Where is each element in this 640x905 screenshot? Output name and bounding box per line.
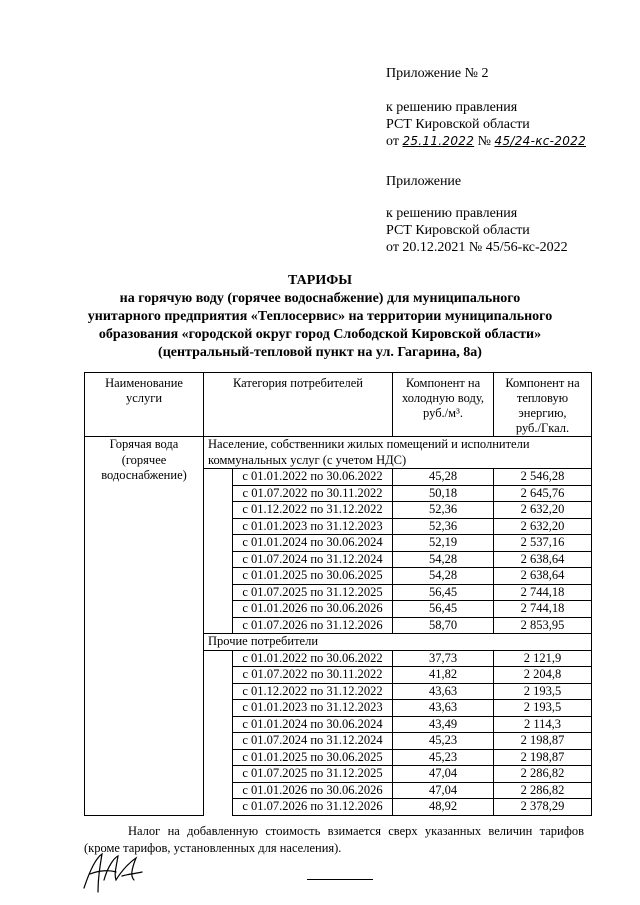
decision-line-2: РСТ Кировской области [386,117,530,132]
heat-energy-value: 2 286,82 [494,782,592,799]
cold-water-value: 52,36 [393,518,494,535]
period-cell: с 01.01.2024 по 30.06.2024 [233,535,393,552]
heat-energy-value: 2 546,28 [494,469,592,486]
prior-decision-line-2: РСТ Кировской области [386,223,530,238]
cold-water-value: 56,45 [393,584,494,601]
period-cell: с 01.07.2026 по 31.12.2026 [233,799,393,816]
period-cell: с 01.01.2026 по 30.06.2026 [233,601,393,618]
period-cell: с 01.01.2023 по 31.12.2023 [233,518,393,535]
cold-water-value: 50,18 [393,485,494,502]
cold-water-value: 37,73 [393,650,494,667]
document-title: ТАРИФЫ [288,273,352,288]
header-cold-water: Компонент на холодную воду, руб./м³. [393,373,494,437]
heat-energy-value: 2 378,29 [494,799,592,816]
heat-energy-value: 2 198,87 [494,749,592,766]
heat-energy-value: 2 638,64 [494,551,592,568]
indent-cell [204,584,233,601]
decision-date-line [386,133,586,150]
appendix-number: Приложение № 2 [386,66,489,81]
period-cell: с 01.01.2023 по 31.12.2023 [233,700,393,717]
heat-energy-value: 2 744,18 [494,584,592,601]
vat-note [84,823,584,857]
category-row [85,437,592,469]
decision-date-handwritten: 25.11.2022 [402,134,475,148]
vat-note-line-2: (кроме тарифов, установленных для населения). [84,841,342,855]
heat-energy-value: 2 193,5 [494,683,592,700]
cold-water-value: 47,04 [393,782,494,799]
cold-water-value: 47,04 [393,766,494,783]
cold-water-value: 48,92 [393,799,494,816]
indent-cell [204,700,233,717]
heat-energy-value: 2 121,9 [494,650,592,667]
period-cell: с 01.07.2022 по 30.11.2022 [233,485,393,502]
indent-cell [204,766,233,783]
cold-water-value: 43,63 [393,700,494,717]
indent-cell [204,749,233,766]
prior-decision-line-1: к решению правления [386,206,518,221]
cold-water-value: 52,36 [393,502,494,519]
title-line-3: образования «городской округ город Слободской Кировской области» [98,327,542,342]
heat-energy-value: 2 286,82 [494,766,592,783]
period-cell: с 01.01.2022 по 30.06.2022 [233,469,393,486]
title-line-2: унитарного предприятия «Теплосервис» на территории муниципального [87,309,553,324]
header-heat-energy: Компонент на тепловую энергию, руб./Гкал. [494,373,592,437]
title-line-4: (центральный-тепловой пункт на ул. Гагарина, 8а) [158,345,482,360]
category-label: Прочие потребители [204,634,592,651]
heat-energy-value: 2 645,76 [494,485,592,502]
heat-energy-value: 2 853,95 [494,617,592,634]
cold-water-value: 41,82 [393,667,494,684]
cold-water-value: 43,63 [393,683,494,700]
period-cell: с 01.07.2026 по 31.12.2026 [233,617,393,634]
decision-line-1: к решению правления [386,100,518,115]
indent-cell [204,650,233,667]
heat-energy-value: 2 537,16 [494,535,592,552]
period-cell: с 01.01.2025 по 30.06.2025 [233,568,393,585]
prior-decision-line-3: от 20.12.2021 № 45/56-кс-2022 [386,240,568,255]
heat-energy-value: 2 638,64 [494,568,592,585]
cold-water-value: 52,19 [393,535,494,552]
indent-cell [204,518,233,535]
tariff-table [84,372,592,816]
period-cell: с 01.01.2025 по 30.06.2025 [233,749,393,766]
header-category: Категория потребителей [204,373,393,437]
signature-divider [307,879,373,880]
indent-cell [204,469,233,486]
cold-water-value: 54,28 [393,568,494,585]
period-cell: с 01.07.2025 по 31.12.2025 [233,766,393,783]
period-cell: с 01.07.2024 по 31.12.2024 [233,551,393,568]
cold-water-value: 58,70 [393,617,494,634]
indent-cell [204,799,233,816]
cold-water-value: 56,45 [393,601,494,618]
indent-cell [204,601,233,618]
signature-icon [76,840,156,900]
indent-cell [204,733,233,750]
period-cell: с 01.07.2025 по 31.12.2025 [233,584,393,601]
period-cell: с 01.12.2022 по 31.12.2022 [233,683,393,700]
indent-cell [204,535,233,552]
heat-energy-value: 2 114,3 [494,716,592,733]
vat-note-line-1: Налог на добавленную стоимость взимается сверх указанных величин тарифов [128,824,584,838]
category-label: Население, собственники жилых помещений и исполнители коммунальных услуг (с учетом НДС) [204,437,592,469]
cold-water-value: 45,23 [393,749,494,766]
decision-number-handwritten: 45/24-кс-2022 [494,134,587,148]
header-service-name: Наименование услуги [85,373,204,437]
cold-water-value: 45,28 [393,469,494,486]
period-cell: с 01.01.2026 по 30.06.2026 [233,782,393,799]
decision-number-sign: № [477,134,492,149]
heat-energy-value: 2 632,20 [494,502,592,519]
heat-energy-value: 2 204,8 [494,667,592,684]
indent-cell [204,683,233,700]
indent-cell [204,782,233,799]
cold-water-value: 43,49 [393,716,494,733]
appendix-label: Приложение [386,174,462,189]
cold-water-value: 45,23 [393,733,494,750]
indent-cell [204,485,233,502]
heat-energy-value: 2 632,20 [494,518,592,535]
period-cell: с 01.07.2022 по 30.11.2022 [233,667,393,684]
table-header-row [85,373,592,437]
indent-cell [204,667,233,684]
indent-cell [204,716,233,733]
heat-energy-value: 2 193,5 [494,700,592,717]
period-cell: с 01.01.2022 по 30.06.2022 [233,650,393,667]
service-name-cell: Горячая вода (горячее водоснабжение) [85,437,204,816]
period-cell: с 01.12.2022 по 31.12.2022 [233,502,393,519]
indent-cell [204,551,233,568]
heat-energy-value: 2 744,18 [494,601,592,618]
heat-energy-value: 2 198,87 [494,733,592,750]
title-line-1: на горячую воду (горячее водоснабжение) для муниципального [119,291,521,306]
period-cell: с 01.07.2024 по 31.12.2024 [233,733,393,750]
cold-water-value: 54,28 [393,551,494,568]
indent-cell [204,502,233,519]
decision-prefix: от [386,134,399,149]
indent-cell [204,617,233,634]
indent-cell [204,568,233,585]
period-cell: с 01.01.2024 по 30.06.2024 [233,716,393,733]
